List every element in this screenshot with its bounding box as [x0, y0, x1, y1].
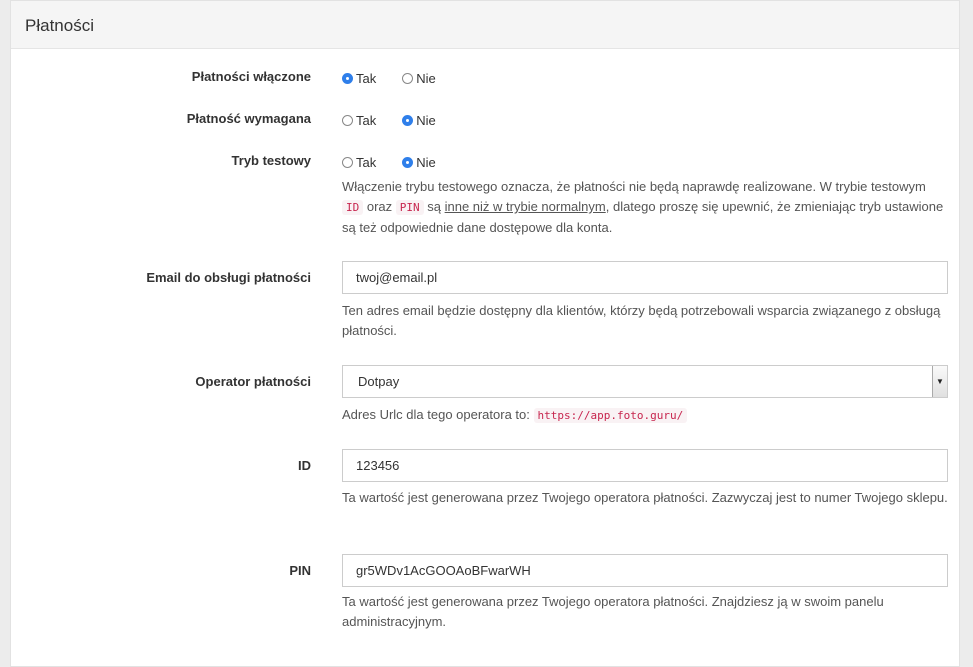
- operator-help: [342, 405, 948, 426]
- test-mode-no-option[interactable]: [402, 155, 436, 170]
- test-mode-help-text-2: oraz: [363, 199, 396, 214]
- payment-required-no-option[interactable]: [402, 113, 436, 128]
- test-mode-help-text-1: Włączenie trybu testowego oznacza, że płatności nie będą naprawdę realizowane. W trybie testowym: [342, 179, 926, 194]
- panel-heading: [11, 1, 959, 49]
- payment-required-no-radio[interactable]: [402, 115, 413, 126]
- payment-required-yes-label: Tak: [356, 112, 377, 128]
- id-label: ID: [298, 458, 311, 473]
- payments-enabled-yes-radio[interactable]: [342, 73, 353, 84]
- chevron-down-icon[interactable]: ▼: [932, 366, 947, 397]
- payments-panel: [10, 0, 960, 667]
- test-mode-label: Tryb testowy: [231, 153, 311, 168]
- test-mode-yes-label: Tak: [356, 154, 377, 170]
- payment-required-yes-option[interactable]: [342, 113, 376, 128]
- support-email-label: Email do obsługi płatności: [146, 270, 311, 285]
- test-mode-help: [342, 177, 948, 238]
- test-mode-yes-radio[interactable]: [342, 157, 353, 168]
- payments-enabled-yes-option[interactable]: [342, 71, 376, 86]
- payments-enabled-no-label: Nie: [416, 70, 436, 86]
- test-mode-help-text-3: są: [423, 199, 445, 214]
- operator-label: Operator płatności: [195, 374, 311, 389]
- payment-required-yes-radio[interactable]: [342, 115, 353, 126]
- payments-enabled-label: Płatności włączone: [191, 69, 311, 84]
- panel-title: Płatności: [25, 16, 94, 35]
- operator-select[interactable]: [342, 365, 948, 398]
- test-mode-help-underlined: inne niż w trybie normalnym: [444, 199, 606, 214]
- payments-enabled-radio-group: [342, 69, 948, 87]
- id-help: Ta wartość jest generowana przez Twojego operatora płatności. Zazwyczaj jest to numer Twojego sklepu.: [342, 490, 948, 505]
- payments-enabled-yes-label: Tak: [356, 70, 377, 86]
- pin-input[interactable]: gr5WDv1AcGOOAoBFwarWH: [342, 554, 948, 587]
- support-email-input[interactable]: twoj@email.pl: [342, 261, 948, 294]
- operator-selected-value: Dotpay: [358, 374, 400, 389]
- test-mode-help-text-4: , dlatego proszę się upewnić, że zmieniając tryb ustawione są też odpowiednie dane dostępowe dla konta.: [342, 199, 944, 235]
- pin-code: PIN: [396, 200, 424, 215]
- pin-help: Ta wartość jest generowana przez Twojego operatora płatności. Znajdziesz ją w swoim panelu administracyjnym.: [342, 594, 884, 629]
- test-mode-radio-group: [342, 153, 948, 171]
- payments-enabled-no-option[interactable]: [402, 71, 436, 86]
- operator-url-code: https://app.foto.guru/: [534, 408, 688, 423]
- test-mode-no-label: Nie: [416, 154, 436, 170]
- payment-required-no-label: Nie: [416, 112, 436, 128]
- test-mode-yes-option[interactable]: [342, 155, 376, 170]
- operator-help-text: Adres Urlc dla tego operatora to:: [342, 407, 534, 422]
- id-code: ID: [342, 200, 363, 215]
- support-email-help: Ten adres email będzie dostępny dla klientów, którzy będą potrzebowali wsparcia związanego z obsługą płatności.: [342, 303, 941, 338]
- id-input[interactable]: 123456: [342, 449, 948, 482]
- payment-required-radio-group: [342, 111, 948, 129]
- payment-required-label: Płatność wymagana: [186, 111, 311, 126]
- test-mode-no-radio[interactable]: [402, 157, 413, 168]
- pin-label: PIN: [289, 563, 311, 578]
- payments-enabled-no-radio[interactable]: [402, 73, 413, 84]
